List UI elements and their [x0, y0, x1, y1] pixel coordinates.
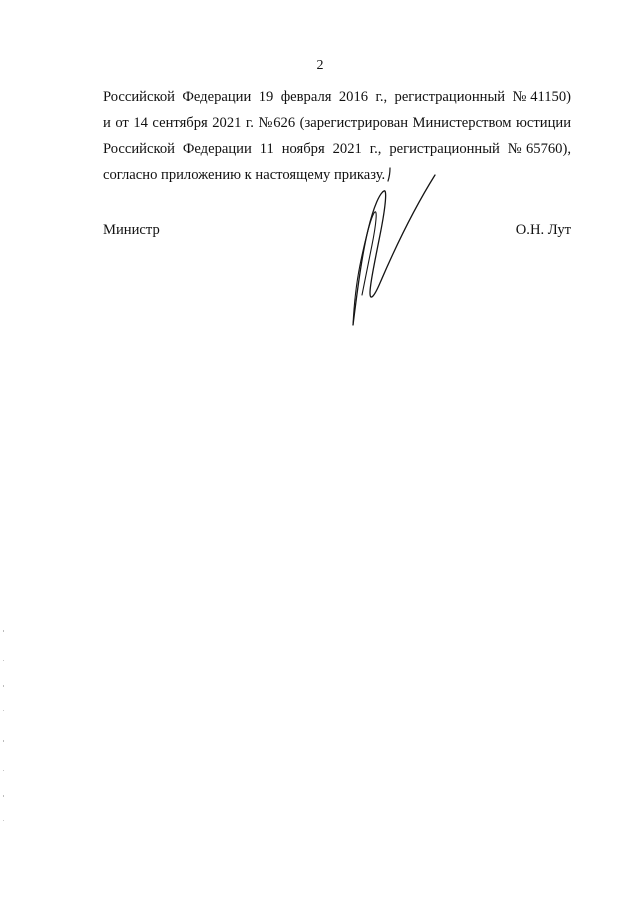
scan-margin-specks	[2, 630, 6, 830]
body-line-2: и от 14 сентября 2021 г. №626 (зарегистрирован Министерством юстиции	[103, 115, 571, 131]
body-line-1: Российской Федерации 19 февраля 2016 г., регистрационный №41150)	[103, 89, 571, 105]
signature-stroke-tick	[388, 168, 390, 181]
signature-stroke-main	[353, 175, 435, 325]
signature-stroke-loop	[353, 212, 376, 325]
signer-name: О.Н. Лут	[515, 222, 571, 238]
page-number: 2	[316, 58, 324, 73]
body-line-3: Российской Федерации 11 ноября 2021 г., регистрационный №65760),	[103, 141, 571, 157]
handwritten-signature	[340, 165, 450, 330]
signer-role: Министр	[103, 222, 160, 238]
body-line-4: согласно приложению к настоящему приказу.	[103, 167, 386, 183]
body-paragraph	[103, 84, 571, 188]
